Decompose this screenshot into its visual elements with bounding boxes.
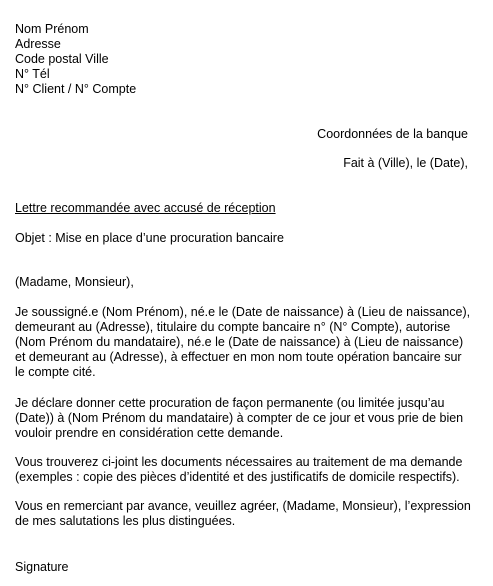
sender-client-account: N° Client / N° Compte bbox=[15, 82, 137, 96]
sender-phone: N° Tél bbox=[15, 67, 50, 81]
paragraph-line: de mes salutations les plus distinguées. bbox=[15, 514, 236, 528]
sender-postal-city: Code postal Ville bbox=[15, 52, 109, 66]
paragraph-line: Vous en remerciant par avance, veuillez agréer, (Madame, Monsieur), l’expression bbox=[15, 499, 471, 513]
paragraph-line: (Date)) à (Nom Prénom du mandataire) à compter de ce jour et vous prie de bien bbox=[15, 411, 464, 425]
paragraph-line: Vous trouverez ci-joint les documents nécessaires au traitement de ma demande bbox=[15, 455, 463, 469]
paragraph-line: vouloir prendre en considération cette demande. bbox=[15, 426, 284, 440]
paragraph-line: (exemples : copie des pièces d’identité et des justificatifs de domicile respectifs). bbox=[15, 470, 460, 484]
paragraph-line: Je déclare donner cette procuration de façon permanente (ou limitée jusqu’au bbox=[15, 396, 445, 410]
signature-label: Signature bbox=[15, 560, 69, 574]
paragraph-attachments bbox=[15, 455, 480, 485]
sender-name: Nom Prénom bbox=[15, 22, 89, 36]
recipient-bank-details: Coordonnées de la banque bbox=[317, 127, 468, 141]
subject-line: Objet : Mise en place d’une procuration bancaire bbox=[15, 231, 284, 245]
sender-block bbox=[15, 22, 136, 97]
paragraph-line: le compte cité. bbox=[15, 365, 96, 379]
sender-address: Adresse bbox=[15, 37, 61, 51]
paragraph-line: et demeurant au (Adresse), à effectuer en mon nom toute opération bancaire sur bbox=[15, 350, 462, 364]
paragraph-closing bbox=[15, 499, 480, 529]
paragraph-authorization bbox=[15, 305, 480, 380]
paragraph-duration bbox=[15, 396, 480, 441]
paragraph-line: Je soussigné.e (Nom Prénom), né.e le (Date de naissance) à (Lieu de naissance), bbox=[15, 305, 471, 319]
paragraph-line: (Nom Prénom du mandataire), né.e le (Date de naissance) à (Lieu de naissance) bbox=[15, 335, 464, 349]
salutation: (Madame, Monsieur), bbox=[15, 275, 134, 289]
paragraph-line: demeurant au (Adresse), titulaire du compte bancaire n° (N° Compte), autorise bbox=[15, 320, 451, 334]
place-date: Fait à (Ville), le (Date), bbox=[343, 156, 468, 170]
registered-mail-notice: Lettre recommandée avec accusé de réception bbox=[15, 201, 276, 215]
